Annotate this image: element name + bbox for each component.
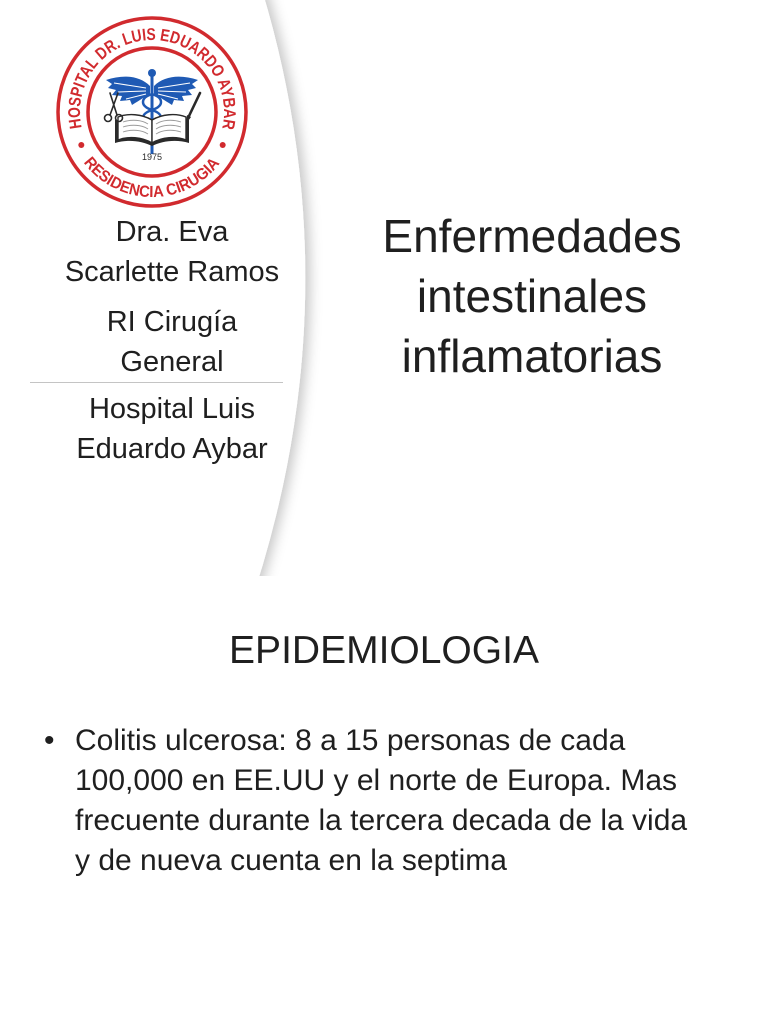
seal-bottom-text-path: RESIDENCIA CIRUGIA <box>80 154 224 202</box>
seal-year: 1975 <box>141 152 163 162</box>
role-line: RI Cirugía <box>106 306 238 338</box>
bullet-line: Colitis ulcerosa: 8 a 15 personas de cada <box>75 724 626 757</box>
title-line: Enfermedades <box>382 210 682 262</box>
bullet-line: y de nueva cuenta en la septima <box>75 844 507 877</box>
title-line: inflamatorias <box>401 330 663 382</box>
author-line: Dra. Eva <box>115 216 229 248</box>
slide-heading: EPIDEMIOLOGIA <box>229 629 539 672</box>
author-role <box>30 302 314 382</box>
author-name <box>30 212 314 292</box>
title-line: intestinales <box>416 270 648 322</box>
institution-line: Hospital Luis <box>88 393 256 425</box>
bullet-line: frecuente durante la tercera decada de la vida <box>75 804 688 837</box>
bullet-line: 100,000 en EE.UU y el norte de Europa. Mas <box>75 764 678 797</box>
slide-title <box>300 206 764 386</box>
seal-left-dot <box>78 142 84 148</box>
bullet-text <box>75 721 687 881</box>
seal-top-text-path: HOSPITAL DR. LUIS EDUARDO AYBAR <box>64 24 240 134</box>
author-line: Scarlette Ramos <box>64 256 280 288</box>
institution-name <box>30 389 314 469</box>
hospital-seal-logo <box>54 14 250 210</box>
subtitle-divider <box>30 382 283 383</box>
caduceus-knob <box>148 69 156 77</box>
seal-right-dot <box>220 142 226 148</box>
institution-line: Eduardo Aybar <box>76 433 268 465</box>
bullet-marker: • <box>44 724 55 757</box>
role-line: General <box>120 346 224 378</box>
content-slide <box>0 576 768 1024</box>
